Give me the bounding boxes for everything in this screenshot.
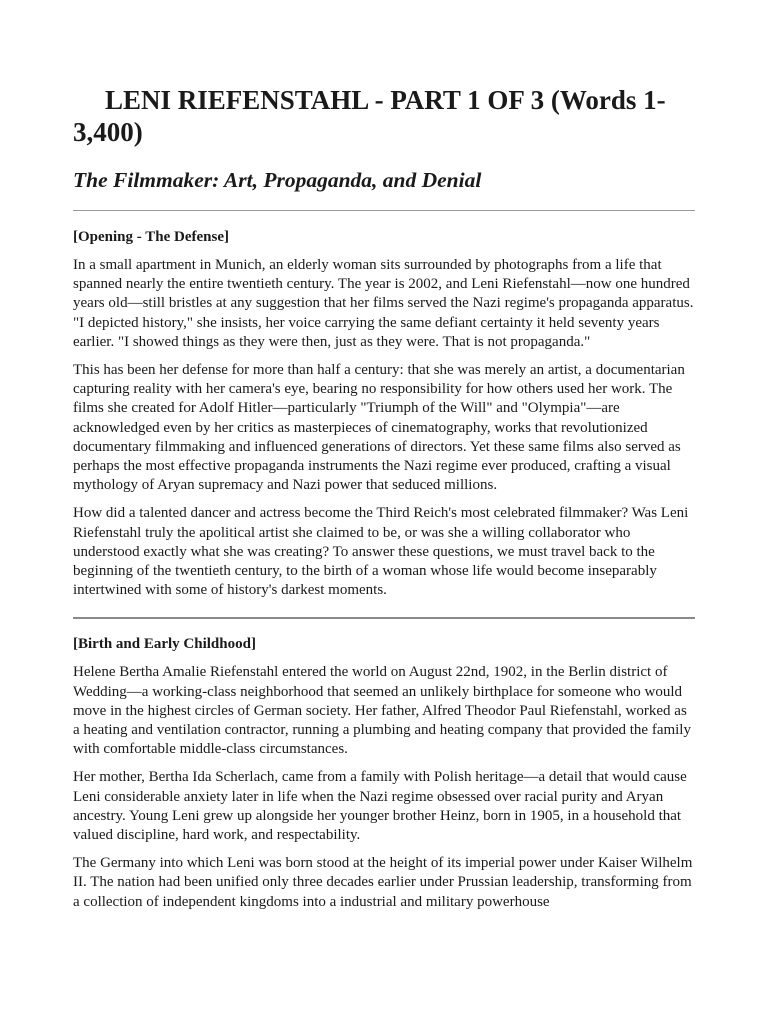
document-title: LENI RIEFENSTAHL - PART 1 OF 3 (Words 1-3,400) [73,85,666,147]
document-page [73,84,695,912]
paragraph: This has been her defense for more than half a century: that she was merely an artist, a documentarian capturing reality with her camera's eye, bearing no responsibility for how others used her work. The films she created for Adolf Hitler—particularly "Triumph of the Will" and "Olympia"—are acknowledged even by her critics as masterpieces of cinematography, works that revolutionized documentary filmmaking and influenced generations of directors. Yet these same films also served as perhaps the most effective propaganda instruments the Nazi regime ever produced, crafting a visual mythology of Aryan supremacy and Nazi power that seduced millions. [73,362,685,494]
section-divider [73,617,695,619]
paragraph: The Germany into which Leni was born stood at the height of its imperial power under Kaiser Wilhelm II. The nation had been unified only three decades earlier under Prussian leadership, transforming from a collection of independent kingdoms into a industrial and military powerhouse [73,855,693,910]
section-heading-birth: [Birth and Early Childhood] [73,636,256,653]
section-heading-opening: [Opening - The Defense] [73,229,229,245]
divider [73,210,695,211]
paragraph: In a small apartment in Munich, an elderly woman sits surrounded by photographs from a life that spanned nearly the entire twentieth century. The year is 2002, and Leni Riefenstahl—now one hundred years old—still bristles at any suggestion that her films served the Nazi regime's propaganda apparatus. "I depicted history," she insists, her voice carrying the same defiant certainty it held seventy years earlier. "I showed things as they were then, just as they were. That is not propaganda." [73,257,694,350]
document-subtitle: The Filmmaker: Art, Propaganda, and Denial [73,168,482,192]
paragraph: Her mother, Bertha Ida Scherlach, came from a family with Polish heritage—a detail that would cause Leni considerable anxiety later in life when the Nazi regime obsessed over racial purity and Aryan ancestry. Young Leni grew up alongside her younger brother Heinz, born in 1905, in a household that valued discipline, hard work, and respectability. [73,769,687,844]
paragraph: How did a talented dancer and actress become the Third Reich's most celebrated filmmaker? Was Leni Riefenstahl truly the apolitical artist she claimed to be, or was she a willing collaborator who understood exactly what she was creating? To answer these questions, we must travel back to the beginning of the twentieth century, to the birth of a woman whose life would become inseparably intertwined with some of history's darkest moments. [73,505,689,599]
paragraph: Helene Bertha Amalie Riefenstahl entered the world on August 22nd, 1902, in the Berlin district of Wedding—a working-class neighborhood that seemed an unlikely birthplace for someone who would move in the highest circles of German society. Her father, Alfred Theodor Paul Riefenstahl, worked as a heating and ventilation contractor, running a plumbing and heating company that provided the family with comfortable middle-class circumstances. [73,664,691,758]
